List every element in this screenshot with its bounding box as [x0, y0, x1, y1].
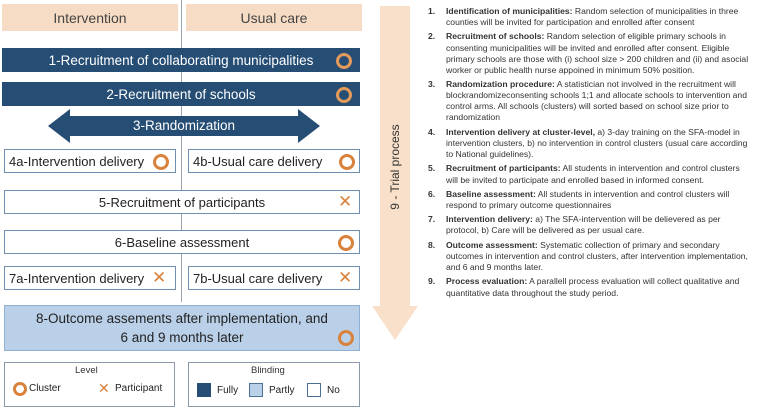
step-number: 2.	[428, 31, 436, 42]
step-title: Baseline assessment:	[446, 188, 536, 199]
participant-level-icon: ✕	[152, 268, 167, 287]
box-7b-label: 7b-Usual care delivery	[193, 270, 323, 286]
cluster-level-icon	[336, 87, 352, 103]
step-text: A parallell process evaluation will collect qualitative and quantitative data throughout the study period.	[446, 276, 740, 298]
step-number: 3.	[428, 79, 436, 90]
step-title: Randomization procedure:	[446, 79, 555, 90]
step-number: 1.	[428, 6, 436, 16]
cluster-icon	[13, 382, 27, 396]
step-text: A statistician not involved in the recruitment will blockrandomizeconsenting schools 1;1 and allocate schools to intervention and control arms. All schools (clusters) will sorted based on school size prior to randomization	[446, 79, 747, 123]
legend-level-title: Level	[75, 365, 98, 376]
step-item	[428, 6, 754, 28]
box-outcome-assessments	[4, 305, 360, 351]
step-text: Systematic collection of primary and secondary outcomes in intervention and control clusters, after intervention implementation, and 6 and 9 months later.	[446, 239, 748, 273]
box-intervention-delivery-7a	[4, 266, 176, 290]
trial-process-label: 9 - Trial process	[388, 124, 402, 210]
header-usual-care	[186, 4, 362, 31]
step-item	[428, 214, 754, 236]
box-usual-care-delivery-7b	[188, 266, 360, 290]
step-number: 8.	[428, 239, 436, 250]
legend-participant-label: Participant	[115, 383, 163, 394]
step-number: 6.	[428, 188, 436, 199]
legend-blinding	[188, 362, 360, 407]
column-divider	[181, 0, 182, 302]
box-5-label: 5-Recruitment of participants	[98, 194, 266, 210]
partly-swatch	[249, 383, 263, 397]
step-title: Recruitment of participants:	[446, 163, 561, 174]
box-4a-label: 4a-Intervention delivery	[9, 153, 145, 169]
box-intervention-delivery-4a	[4, 149, 176, 173]
step-description-list	[428, 6, 754, 302]
cluster-level-icon	[336, 53, 352, 69]
step-text: a) 3-day training on the SFA-model in intervention clusters, b) no intervention in control clusters (usual care according to National guidelines).	[446, 126, 748, 160]
header-intervention	[2, 4, 178, 31]
fully-swatch	[197, 383, 211, 397]
bar-recruit-municipalities-label: 1-Recruitment of collaborating municipalities	[48, 52, 314, 68]
legend-fully-label: Fully	[217, 385, 239, 396]
legend-no-label: No	[327, 385, 340, 396]
step-title: Intervention delivery:	[446, 214, 533, 225]
step-item	[428, 189, 754, 211]
box-4b-label: 4b-Usual care delivery	[193, 153, 323, 169]
step-item	[428, 127, 754, 160]
step-number: 9.	[428, 276, 436, 287]
step-item	[428, 163, 754, 185]
box-7a-label: 7a-Intervention delivery	[9, 270, 145, 286]
bar-recruit-schools	[2, 82, 360, 106]
step-number: 7.	[428, 214, 436, 225]
cluster-level-icon	[339, 154, 355, 170]
step-title: Identification of municipalities:	[446, 6, 573, 16]
randomization-label: 3-Randomization	[132, 118, 236, 133]
no-swatch	[307, 383, 321, 397]
box-usual-care-delivery-4b	[188, 149, 360, 173]
box-8-label: 8-Outcome assements after implementation, and 6 and 9 months later	[36, 311, 328, 345]
header-usual-care-label: Usual care	[240, 9, 308, 26]
participant-icon: ✕	[98, 380, 110, 396]
participant-level-icon: ✕	[338, 192, 353, 211]
cluster-level-icon	[153, 154, 169, 170]
step-text: a) The SFA-intervention will be delievered as per protocol, b) Care will be delivered as per usual care.	[446, 214, 721, 236]
legend-partly-label: Partly	[269, 385, 295, 396]
step-number: 5.	[428, 163, 436, 174]
legend-blinding-title: Blinding	[251, 365, 285, 376]
legend-cluster-label: Cluster	[29, 383, 61, 394]
participant-level-icon: ✕	[338, 268, 353, 287]
step-item	[428, 31, 754, 75]
step-item	[428, 240, 754, 273]
bar-recruit-municipalities	[2, 48, 360, 72]
cluster-level-icon	[338, 330, 354, 346]
bar-recruit-schools-label: 2-Recruitment of schools	[106, 86, 256, 102]
legend-level	[4, 362, 175, 407]
step-title: Outcome assessment:	[446, 239, 538, 250]
step-text: All students in intervention and control clusters will respond to primary outcome questionnaires	[446, 188, 730, 210]
step-title: Recruitment of schools:	[446, 31, 545, 42]
cluster-level-icon	[338, 235, 354, 251]
step-text: Random selection of eligible primary schools in consenting municipalities will be invited and enrolled after consent. Eligible primary schools are those with (i) school size > 200 children and (ii) and asocial worker or public health nurse appoined in minimum 50% position.	[446, 31, 749, 75]
box-baseline-assessment	[4, 230, 360, 254]
header-intervention-label: Intervention	[53, 9, 127, 26]
step-title: Intervention delivery at cluster-level,	[446, 126, 596, 137]
step-number: 4.	[428, 126, 436, 137]
box-6-label: 6-Baseline assessment	[114, 234, 250, 250]
step-item	[428, 276, 754, 298]
box-recruitment-participants	[4, 190, 360, 214]
step-text: Random selection of municipalities in three counties will be invited for participation and enrolled after consent	[446, 6, 739, 28]
step-title: Process evaluation:	[446, 276, 528, 287]
step-item	[428, 79, 754, 123]
step-text: All students in intervention and control clusters will be invited to participate and enrolled based in informed consent.	[446, 163, 740, 185]
